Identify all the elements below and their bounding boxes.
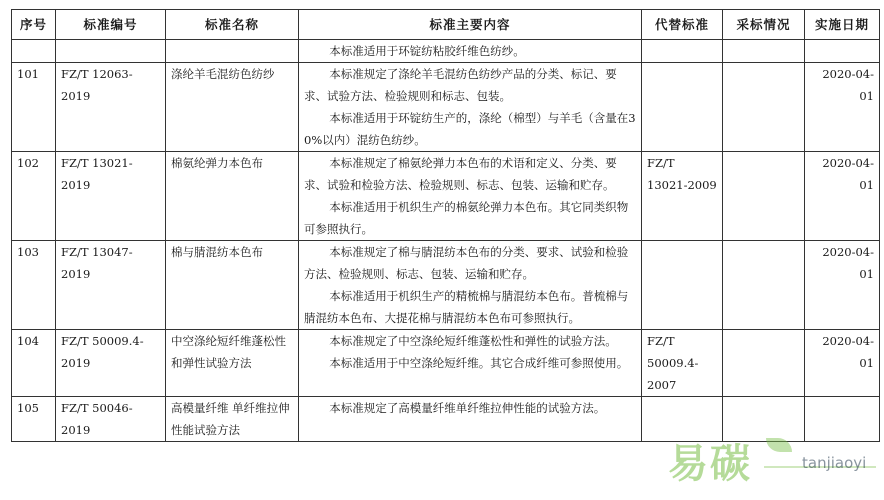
header-replaced: 代替标准 — [642, 10, 723, 40]
cell-name: 中空涤纶短纤维蓬松性和弹性试验方法 — [166, 330, 299, 397]
content-paragraph: 本标准适用于环锭纺粘胶纤维色纺纱。 — [329, 44, 525, 58]
cell-adoption — [723, 397, 805, 442]
header-seq: 序号 — [12, 10, 56, 40]
watermark-underline — [764, 466, 876, 468]
cell-content — [299, 152, 642, 241]
cell-name — [166, 40, 299, 63]
cell-content — [299, 397, 642, 442]
cell-date — [805, 40, 880, 63]
cell-name: 棉氨纶弹力本色布 — [166, 152, 299, 241]
content-paragraph: 本标准规定了高模量纤维单纤维拉伸性能的试验方法。 — [329, 401, 606, 415]
cell-name: 棉与腈混纺本色布 — [166, 241, 299, 330]
table-row — [12, 152, 880, 241]
cell-code — [56, 40, 166, 63]
content-paragraph: 本标准适用于中空涤纶短纤维。其它合成纤维可参照使用。 — [329, 356, 629, 370]
cell-seq: 102 — [12, 152, 56, 241]
header-code: 标准编号 — [56, 10, 166, 40]
cell-replaced: FZ/T 50009.4-2007 — [642, 330, 723, 397]
standards-table — [11, 9, 880, 442]
cell-seq: 103 — [12, 241, 56, 330]
cell-code: FZ/T 50009.4-2019 — [56, 330, 166, 397]
header-row — [12, 10, 880, 40]
header-name: 标准名称 — [166, 10, 299, 40]
cell-replaced: FZ/T 13021-2009 — [642, 152, 723, 241]
cell-content — [299, 40, 642, 63]
watermark-en-text: tanjiaoyi — [802, 454, 867, 472]
cell-seq: 105 — [12, 397, 56, 442]
cell-name: 高模量纤维 单纤维拉伸性能试验方法 — [166, 397, 299, 442]
continuation-row — [12, 40, 880, 63]
cell-adoption — [723, 63, 805, 152]
header-content: 标准主要内容 — [299, 10, 642, 40]
cell-replaced — [642, 40, 723, 63]
cell-code: FZ/T 13047-2019 — [56, 241, 166, 330]
content-paragraph: 本标准规定了棉氨纶弹力本色布的术语和定义、分类、要求、试验和检验方法、检验规则、标志、包装、运输和贮存。 — [304, 156, 617, 192]
cell-adoption — [723, 40, 805, 63]
cell-adoption — [723, 330, 805, 397]
content-paragraph: 本标准规定了中空涤纶短纤维蓬松性和弹性的试验方法。 — [329, 334, 617, 348]
cell-date: 2020-04-01 — [805, 63, 880, 152]
table-row — [12, 241, 880, 330]
table-row — [12, 63, 880, 152]
cell-seq — [12, 40, 56, 63]
cell-date: 2020-04-01 — [805, 152, 880, 241]
cell-replaced — [642, 241, 723, 330]
content-paragraph: 本标准适用于机织生产的精梳棉与腈混纺本色布。普梳棉与腈混纺本色布、大提花棉与腈混纺本色布可参照执行。 — [304, 289, 629, 325]
header-date: 实施日期 — [805, 10, 880, 40]
cell-content — [299, 241, 642, 330]
content-paragraph: 本标准适用于机织生产的棉氨纶弹力本色布。其它同类织物可参照执行。 — [304, 200, 629, 236]
cell-replaced — [642, 397, 723, 442]
content-paragraph: 本标准规定了涤纶羊毛混纺色纺纱产品的分类、标记、要求、试验方法、检验规则和标志、包装。 — [304, 67, 617, 103]
cell-code: FZ/T 13021-2019 — [56, 152, 166, 241]
cell-name: 涤纶羊毛混纺色纺纱 — [166, 63, 299, 152]
cell-seq: 101 — [12, 63, 56, 152]
cell-adoption — [723, 241, 805, 330]
cell-date — [805, 397, 880, 442]
header-adoption: 采标情况 — [723, 10, 805, 40]
table-row — [12, 330, 880, 397]
table-row — [12, 397, 880, 442]
content-paragraph: 本标准适用于环锭纺生产的，涤纶（棉型）与羊毛（含量在30%以内）混纺色纺纱。 — [304, 111, 636, 147]
cell-date: 2020-04-01 — [805, 241, 880, 330]
content-paragraph: 本标准规定了棉与腈混纺本色布的分类、要求、试验和检验方法、检验规则、标志、包装、运输和贮存。 — [304, 245, 629, 281]
cell-content — [299, 330, 642, 397]
cell-adoption — [723, 152, 805, 241]
cell-content — [299, 63, 642, 152]
cell-code: FZ/T 50046-2019 — [56, 397, 166, 442]
watermark-cn-text: 易碳 — [668, 441, 752, 487]
cell-replaced — [642, 63, 723, 152]
cell-code: FZ/T 12063-2019 — [56, 63, 166, 152]
cell-seq: 104 — [12, 330, 56, 397]
cell-date: 2020-04-01 — [805, 330, 880, 397]
